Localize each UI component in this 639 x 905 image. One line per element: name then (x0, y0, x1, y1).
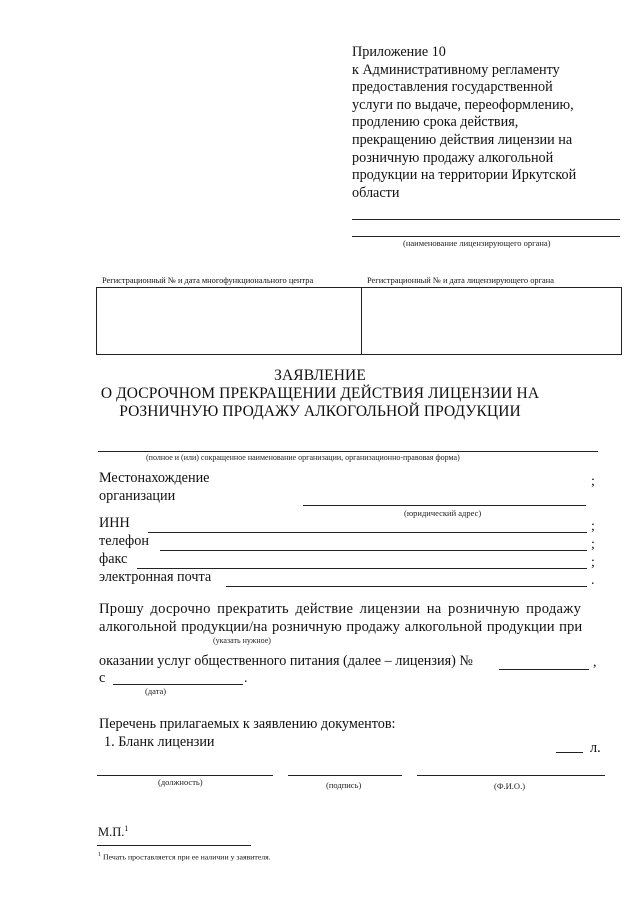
footnote-separator (97, 845, 251, 846)
title-line: О ДОСРОЧНОМ ПРЕКРАЩЕНИИ ДЕЙСТВИЯ ЛИЦЕНЗИИ НА (100, 385, 540, 402)
footnote-text: Печать проставляется при ее наличии у заявителя. (102, 852, 271, 862)
appendix-line: услуги по выдаче, переоформлению, (352, 96, 574, 113)
legal-address-field[interactable] (303, 505, 586, 506)
sheets-label: л. (590, 740, 601, 756)
phone-field[interactable] (160, 550, 587, 551)
document-item-1: 1. Бланк лицензии (104, 734, 215, 750)
email-label: электронная почта (99, 569, 212, 585)
footnote-mark: 1 (98, 852, 101, 858)
appendix-line: предоставления государственной (352, 79, 553, 96)
appendix-line: розничную продажу алкогольной (352, 149, 554, 166)
phone-semicolon: ; (591, 537, 595, 552)
authority-registration-cell[interactable] (362, 288, 621, 354)
signature-field[interactable] (288, 775, 402, 776)
location-label: Местонахождение (99, 470, 210, 486)
authority-name-caption: (наименование лицензирующего органа) (403, 238, 551, 248)
request-line-1: Прошу досрочно прекратить действие лицензии на розничную продажу (99, 601, 582, 617)
email-dot: . (591, 573, 595, 588)
date-caption: (дата) (145, 686, 167, 696)
sheets-count-field[interactable] (556, 752, 583, 753)
choose-caption: (указать нужное) (213, 636, 271, 645)
seal-text: М.П. (98, 825, 125, 840)
location-label-2: организации (99, 488, 176, 504)
appendix-line: продлению срока действия, (352, 114, 519, 131)
fax-semicolon: ; (591, 555, 595, 570)
org-name-caption: (полное и (или) сокращенное наименование организации, организационно-правовая форма) (146, 453, 460, 462)
full-name-field[interactable] (417, 775, 605, 776)
inn-semicolon: ; (591, 519, 595, 534)
mfc-registration-cell[interactable] (97, 288, 361, 354)
title-line: ЗАЯВЛЕНИЕ (274, 367, 366, 384)
footnote (98, 852, 271, 862)
title-line: РОЗНИЧНУЮ ПРОДАЖУ АЛКОГОЛЬНОЙ ПРОДУКЦИИ (119, 403, 521, 420)
position-field[interactable] (97, 775, 273, 776)
appendix-line: Приложение 10 (352, 44, 446, 60)
request-line-3: оказании услуг общественного питания (далее – лицензия) № (99, 653, 473, 669)
documents-heading: Перечень прилагаемых к заявлению документов: (99, 716, 396, 732)
license-number-field[interactable] (499, 669, 589, 670)
legal-address-caption: (юридический адрес) (404, 508, 482, 518)
request-line-2: алкогольной продукции/на розничную продажу алкогольной продукции при (99, 619, 583, 635)
org-name-field[interactable] (98, 451, 598, 452)
license-date-dot: . (244, 671, 248, 686)
appendix-header (352, 44, 622, 202)
seal-label (98, 824, 128, 840)
appendix-line: продукции на территории Иркутской (352, 167, 577, 184)
from-label: с (99, 670, 106, 686)
registration-table (96, 287, 622, 355)
fax-label: факс (99, 551, 128, 567)
inn-field[interactable] (148, 532, 587, 533)
document-title (80, 367, 560, 421)
position-caption: (должность) (158, 777, 203, 787)
authority-name-field-1[interactable] (352, 219, 620, 220)
mfc-registration-label: Регистрационный № и дата многофункционального центра (102, 276, 314, 285)
appendix-line: области (352, 184, 400, 201)
phone-label: телефон (99, 533, 149, 549)
seal-footnote-mark: 1 (124, 824, 129, 833)
license-date-field[interactable] (113, 684, 243, 685)
license-number-comma: , (593, 655, 597, 670)
email-field[interactable] (226, 586, 587, 587)
appendix-line: прекращению действия лицензии на (352, 131, 573, 148)
full-name-caption: (Ф.И.О.) (494, 781, 526, 791)
signature-caption: (подпись) (326, 780, 362, 790)
appendix-line: к Административному регламенту (352, 61, 560, 78)
inn-label: ИНН (99, 515, 130, 531)
authority-name-field-2[interactable] (352, 236, 620, 237)
location-semicolon: ; (591, 474, 595, 489)
authority-registration-label: Регистрационный № и дата лицензирующего органа (367, 276, 554, 285)
